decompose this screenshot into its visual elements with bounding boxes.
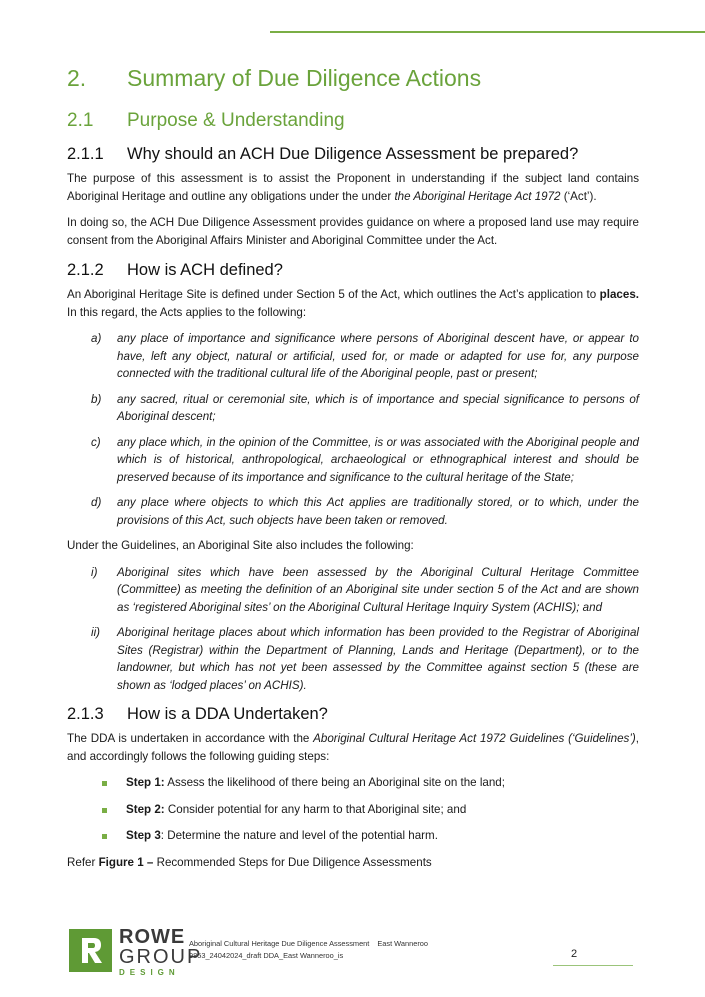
step-text: : Determine the nature and level of the potential harm. — [160, 829, 438, 842]
text-run: , and accordingly follows the following guiding steps: — [67, 732, 639, 763]
list-marker: i) — [91, 565, 98, 579]
step-text: Assess the likelihood of there being an Aboriginal site on the land; — [164, 776, 505, 789]
doc-title: Aboriginal Cultural Heritage Due Diligence Assessment — [189, 939, 370, 948]
paragraph-purpose — [67, 170, 639, 205]
list-marker: a) — [91, 332, 102, 345]
bullet-square-icon — [67, 827, 126, 845]
text-run: (‘Act’). — [560, 189, 597, 203]
rowe-logo-icon — [69, 929, 112, 972]
heading-title: Why should an ACH Due Diligence Assessment be prepared? — [127, 145, 579, 163]
bullet-square-icon — [67, 801, 126, 819]
step-item — [67, 774, 639, 792]
list-text: any place of importance and significance where persons of Aboriginal descent have, or appear to have, left any object, natural or artificial, used for, or made or adapted for use for, any purpose connected with the traditional cultural life of the Aboriginal people, past or present; — [117, 332, 639, 380]
subsection-heading — [67, 106, 639, 136]
step-item — [67, 801, 639, 819]
heading-number: 2.1.2 — [67, 261, 104, 279]
act-name: the Aboriginal Heritage Act 1972 — [394, 189, 561, 203]
list-text: any place where objects to which this Act applies are traditionally stored, or to which, under the provisions of this Act, such objects have been taken or removed. — [117, 496, 639, 527]
page-number-rule — [553, 965, 633, 966]
doc-location: East Wanneroo — [377, 939, 429, 948]
text-run: Recommended Steps for Due Diligence Assessments — [153, 855, 432, 869]
step-label: Step 1: — [126, 776, 165, 789]
heading-title: How is ACH defined? — [127, 261, 283, 279]
guidelines-name: Aboriginal Cultural Heritage Act 1972 Guidelines (‘Guidelines’) — [313, 732, 636, 745]
paragraph-dda — [67, 730, 639, 765]
subsection-title: Purpose & Understanding — [127, 110, 345, 131]
list-marker: ii) — [91, 626, 101, 639]
logo-group: GROUP — [119, 946, 203, 968]
text-run: An Aboriginal Heritage Site is defined under Section 5 of the Act, which outlines the Act’s application to — [67, 288, 600, 301]
list-marker: b) — [91, 392, 102, 406]
text-run: The DDA is undertaken in accordance with the — [67, 732, 314, 745]
paragraph-guidance: In doing so, the ACH Due Diligence Assessment provides guidance on where a proposed land use may require consent from the Aboriginal Affairs Minister and Aboriginal Committee under the Act. — [67, 216, 639, 247]
section-title: Summary of Due Diligence Actions — [127, 65, 482, 91]
page-number: 2 — [571, 948, 578, 960]
bullet-square-icon — [67, 774, 126, 792]
figure-ref: Figure 1 – — [98, 855, 154, 869]
guidelines-site-list — [67, 564, 639, 695]
section-number: 2. — [67, 65, 87, 91]
list-text: any place which, in the opinion of the Committee, is or was associated with the Aboriginal people and which is of historical, anthropological, archaeological or ethnographical interest and should be preserved because of its importance and significance to the cultural heritage of the State; — [117, 435, 639, 484]
list-marker: d) — [91, 496, 102, 509]
heading-title: How is a DDA Undertaken? — [127, 705, 328, 723]
footer-doc-title — [189, 939, 428, 948]
header-rule — [270, 31, 705, 33]
list-item — [67, 391, 639, 426]
section-heading — [67, 60, 639, 96]
subsection-number: 2.1 — [67, 110, 94, 131]
heading-number: 2.1.1 — [67, 145, 104, 163]
page-footer — [69, 926, 636, 979]
heading-2-1-2 — [67, 258, 639, 282]
steps-list — [67, 774, 639, 845]
list-marker: c) — [91, 435, 101, 449]
text-run: In this regard, the Acts applies to the following: — [67, 305, 307, 319]
step-label: Step 2: — [126, 802, 165, 816]
paragraph-figure-ref — [67, 854, 639, 872]
list-item — [67, 330, 639, 383]
paragraph-definition — [67, 286, 639, 321]
list-item — [67, 434, 639, 487]
list-text: Aboriginal sites which have been assessed by the Aboriginal Cultural Heritage Committee (Committee) as meeting the definition of an Aboriginal site under section 5 of the Act and are shown as ‘registered Aboriginal sites’ on the Aboriginal Cultural Heritage Inquiry System (ACHIS); and — [117, 565, 639, 614]
step-text: Consider potential for any harm to that Aboriginal site; and — [164, 802, 467, 816]
list-item — [67, 564, 639, 617]
bold-places: places. — [599, 288, 639, 301]
heading-2-1-3 — [67, 702, 639, 726]
list-item — [67, 624, 639, 694]
logo-rowe: ROWE — [119, 926, 186, 948]
text-run: The purpose of this assessment is to assist the Proponent in understanding if the subject land contains Aboriginal Heritage and outline any obligations under the under — [67, 172, 639, 203]
heading-2-1-1 — [67, 142, 639, 166]
list-text: Aboriginal heritage places about which information has been provided to the Registrar of Aboriginal Sites (Registrar) within the Department of Planning, Lands and Heritage (Department), or to the landowner, but which has not yet been assessed by the Committee against section 5 (these are shown as ‘lodged places’ on ACHIS). — [117, 626, 639, 692]
list-item — [67, 494, 639, 529]
page-body — [67, 60, 639, 880]
step-label: Step 3 — [126, 829, 161, 842]
footer-file-ref: 9853_24042024_draft DDA_East Wanneroo_is — [189, 951, 344, 960]
paragraph-guidelines: Under the Guidelines, an Aboriginal Site also includes the following: — [67, 539, 414, 552]
logo-design: DESIGN — [119, 968, 180, 977]
heading-number: 2.1.3 — [67, 705, 104, 723]
act-definition-list — [67, 330, 639, 529]
list-text: any sacred, ritual or ceremonial site, which is of importance and special significance to persons of Aboriginal descent; — [117, 392, 639, 423]
step-item — [67, 827, 639, 845]
text-run: Refer — [67, 855, 99, 869]
